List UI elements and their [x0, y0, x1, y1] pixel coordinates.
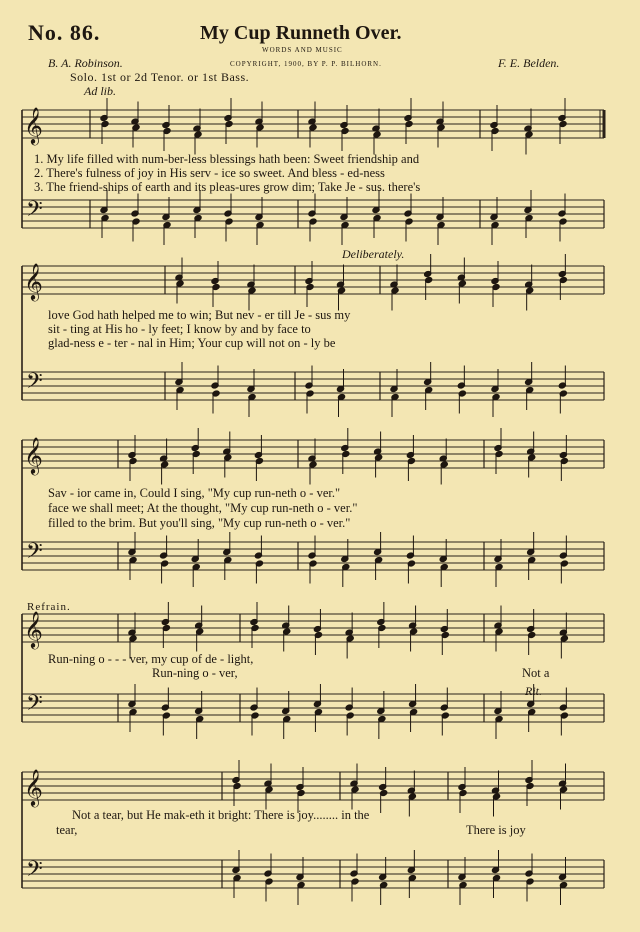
barlines: [22, 110, 604, 888]
bass-clef-1: 𝄢: [26, 197, 43, 227]
s3-verse-1: Sav - ior came in, Could I sing, "My cup run-neth o - ver.": [48, 486, 341, 500]
clefs: [24, 106, 43, 887]
s3-verse-3: filled to the brim. But you'll sing, "My cup run-neth o - ver.": [48, 516, 351, 530]
treble-staff-2: [22, 266, 604, 294]
s5-lower-lyric: tear,: [56, 823, 78, 837]
bass-clef-2: 𝄢: [26, 369, 43, 399]
composer-credit: F. E. Belden.: [498, 56, 560, 70]
staff-lines: [22, 110, 604, 888]
treble-clef-5: 𝄞: [24, 768, 43, 806]
s2-verse-2: sit - ting at His ho - ly feet; I know by and by face to: [48, 322, 311, 336]
lyricist-credit: B. A. Robinson.: [48, 56, 123, 70]
notes: [100, 98, 568, 905]
s2-verse-3: glad-ness e - ter - nal in Him; Your cup will not on - ly be: [48, 336, 336, 350]
bass-staff-4: [22, 694, 604, 722]
treble-clef-4: 𝄞: [24, 610, 43, 648]
s1-verse-1: 1. My life filled with num-ber-less blessings hath been: Sweet friendship and: [34, 152, 420, 166]
words-music-caption: WORDS AND MUSIC: [262, 46, 343, 54]
treble-clef-1: 𝄞: [24, 106, 43, 144]
bass-staff-2: [22, 372, 604, 400]
s1-verse-3: 3. The friend-ships of earth and its pleas-ures grow dim; Take Je - sus. there's: [34, 180, 421, 194]
bass-clef-3: 𝄢: [26, 539, 43, 569]
s3-verse-2: face we shall meet; At the thought, "My cup run-neth o - ver.": [48, 501, 358, 515]
copyright-caption: COPYRIGHT, 1900, BY P. P. BILHORN.: [230, 60, 382, 68]
s5-upper-lyric: Not a tear, but He mak-eth it bright: There is joy........ in the: [72, 808, 370, 822]
s4-upper-lyric: Run-ning o - - - ver, my cup of de - light,: [48, 652, 254, 666]
direction-deliberately: Deliberately.: [342, 247, 405, 261]
treble-staff-5: [22, 772, 604, 800]
bass-staff-5: [22, 860, 604, 888]
bass-clef-5: 𝄢: [26, 857, 43, 887]
hymn-title: My Cup Runneth Over.: [200, 22, 402, 44]
s4-not-a: Not a: [522, 666, 550, 680]
treble-clef-2: 𝄞: [24, 262, 43, 300]
direction-ad-lib: Ad lib.: [84, 84, 116, 98]
s5-there-is-joy: There is joy: [466, 823, 526, 837]
s4-lower-lyric: Run-ning o - ver,: [152, 666, 238, 680]
bass-clef-4: 𝄢: [26, 691, 43, 721]
refrain-label: Refrain.: [27, 601, 71, 613]
ritardando-mark: Rit.: [525, 684, 542, 698]
s2-verse-1: love God hath helped me to win; But nev - er till Je - sus my: [48, 308, 351, 322]
treble-clef-3: 𝄞: [24, 436, 43, 474]
voicing-note: Solo. 1st or 2d Tenor. or 1st Bass.: [70, 70, 250, 84]
treble-staff-4: [22, 614, 604, 642]
s1-verse-2: 2. There's fulness of joy in His serv - ice so sweet. And bless - ed-ness: [34, 166, 385, 180]
hymn-number: No. 86.: [28, 20, 101, 45]
